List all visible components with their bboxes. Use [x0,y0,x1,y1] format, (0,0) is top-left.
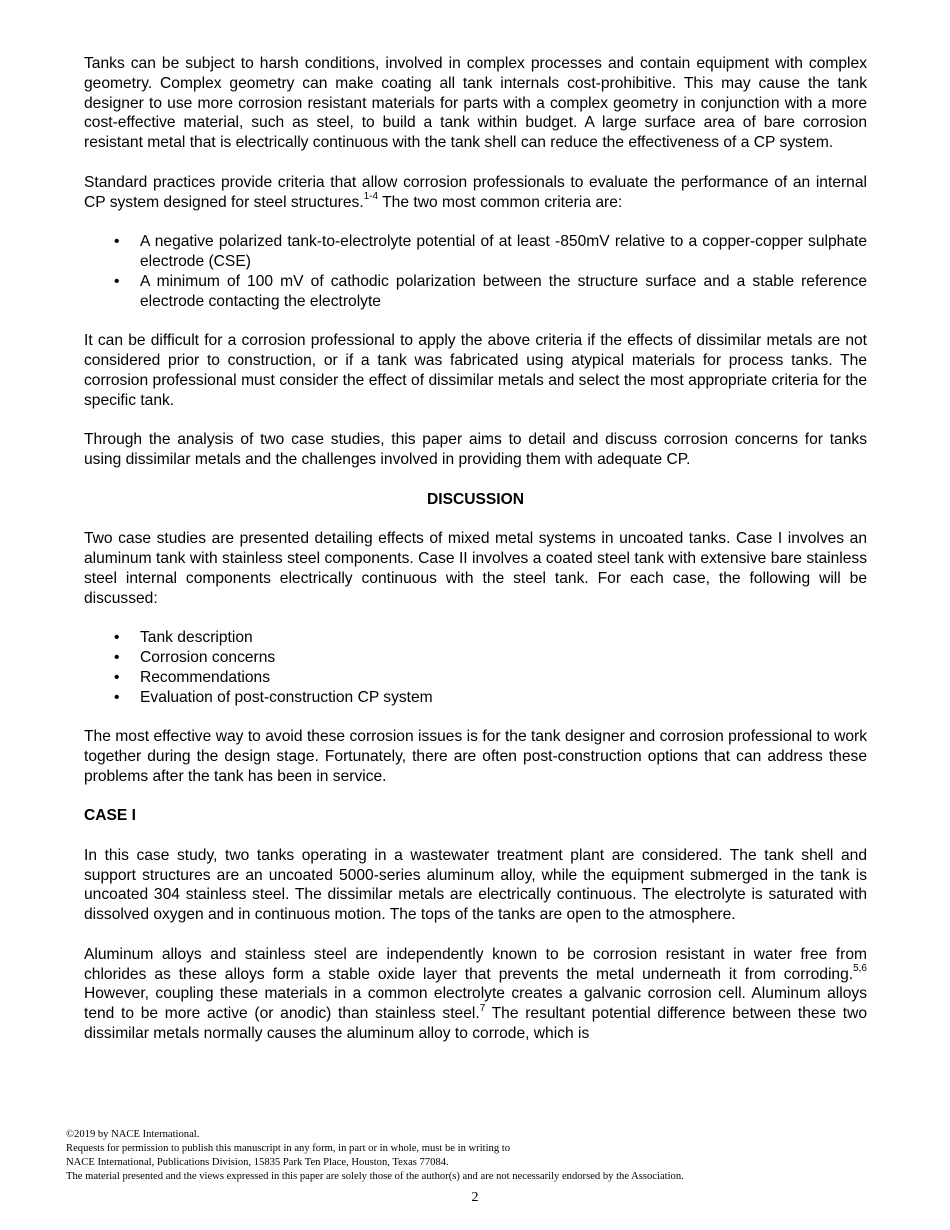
bullet-icon: • [114,688,120,706]
criteria-list [84,232,867,311]
list-item-text: Corrosion concerns [140,648,276,666]
paragraph-galvanic-corrosion [84,945,867,1044]
discussion-heading: DISCUSSION [426,490,525,508]
footer-permission-line: Requests for permission to publish this manuscript in any form, in part or in whole, must be in writing to [66,1143,511,1154]
list-item-text: Evaluation of post-construction CP system [140,688,433,706]
case-i-heading: CASE I [84,807,136,825]
list-item-text: Recommendations [140,668,271,686]
topics-list [84,628,867,707]
body-text [84,54,867,1064]
paragraph-case-overview: Two case studies are presented detailing effects of mixed metal systems in uncoated tanks. Case I involves an aluminum tank with stainless steel components. Case II involves a coated steel tank with extensive bare stainless steel internal components electrically continuous with the steel tank. For each case, the following will be discussed: [84,530,867,607]
footer-address-line: NACE International, Publications Division, 15835 Park Ten Place, Houston, Texas 77084. [66,1157,449,1168]
list-item [114,628,867,648]
list-item-text: Tank description [140,629,253,647]
galvanic-text-c: The resultant potential difference between these two dissimilar metals normally causes the aluminum alloy to corrode, which is [84,1005,868,1043]
citation-superscript: 7 [479,1003,486,1015]
bullet-icon: • [114,648,120,666]
bullet-icon: • [114,629,120,647]
footer-disclaimer-line: The material presented and the views expressed in this paper are solely those of the author(s) and are not necessarily endorsed by the Association. [66,1171,684,1182]
paragraph-criteria-intro [84,173,867,213]
list-item [114,272,867,312]
list-item [114,688,867,708]
page-number: 2 [471,1190,479,1205]
list-item-text: A negative polarized tank-to-electrolyte potential of at least -850mV relative to a copper-copper sulphate electrode (CSE) [140,233,867,270]
citation-superscript: 5,6 [853,963,867,975]
list-item-text: A minimum of 100 mV of cathodic polarization between the structure surface and a stable reference electrode contacting the electrolyte [140,272,867,310]
list-item [114,232,867,272]
criteria-intro-text-end: The two most common criteria are: [378,193,623,211]
copyright-footer [66,1128,896,1184]
paragraph-case-studies-aim: Through the analysis of two case studies, this paper aims to detail and discuss corrosion concerns for tanks using dissimilar metals and the challenges involved in providing them with adequate CP. [84,431,867,468]
bullet-icon: • [114,272,120,290]
bullet-icon: • [114,668,120,686]
paragraph-case-i-description: In this case study, two tanks operating in a wastewater treatment plant are considered. The tank shell and support structures are an uncoated 5000-series aluminum alloy, while the equipment submerged in the tank is uncoated 304 stainless steel. The dissimilar metals are electrically continuous. The electrolyte is saturated with dissolved oxygen and in continuous motion. The tops of the tanks are open to the atmosphere. [84,846,867,924]
footer-copyright-line: ©2019 by NACE International. [66,1129,200,1140]
paragraph-design-stage: The most effective way to avoid these corrosion issues is for the tank designer and corrosion professional to work together during the design stage. Fortunately, there are often post-construction options that can address these problems after the tank has been in service. [84,728,867,785]
galvanic-text-a: Aluminum alloys and stainless steel are independently known to be corrosion resistant in water free from chlorides as these alloys form a stable oxide layer that prevents the metal underneath it from corroding. [84,945,867,983]
list-item [114,668,867,688]
galvanic-text-b: However, coupling these materials in a common electrolyte creates a galvanic corrosion cell. Aluminum alloys tend to be more active (or anodic) than stainless steel. [84,985,867,1023]
bullet-icon: • [114,233,120,251]
criteria-intro-text: Standard practices provide criteria that allow corrosion professionals to evaluate the performance of an internal CP system designed for steel structures. [84,173,867,211]
paragraph-intro: Tanks can be subject to harsh conditions, involved in complex processes and contain equipment with complex geometry. Complex geometry can make coating all tank internals cost-prohibitive. This may cause the tank designer to use more corrosion resistant materials for parts with a complex geometry in conjunction with a more cost-effective material, such as steel, to build a tank within budget. A large surface area of bare corrosion resistant metal that is electrically continuous with the tank shell can reduce the effectiveness of a CP system. [84,55,867,152]
list-item [114,648,867,668]
citation-superscript: 1-4 [363,191,379,203]
paragraph-dissimilar-metals: It can be difficult for a corrosion professional to apply the above criteria if the effects of dissimilar metals are not considered prior to construction, or if a tank was fabricated using atypical materials for process tanks. The corrosion professional must consider the effect of dissimilar metals and select the most appropriate criteria for the specific tank. [84,332,867,409]
